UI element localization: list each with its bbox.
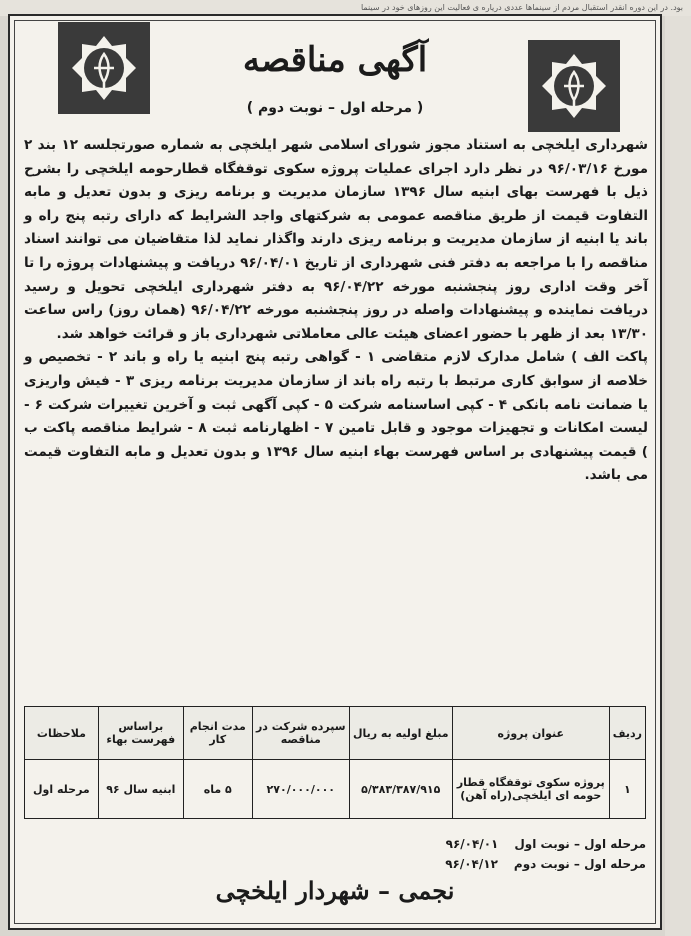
emblem-icon [538,50,610,122]
col-header-initial-amount: مبلغ اولیه به ریال [349,707,452,760]
cell-project-title: پروژه سکوی توقفگاه قطار حومه ای ایلخچی(راه آهن) [452,760,609,819]
adjacent-column [665,16,691,936]
notice-stage: ( مرحله اول – نوبت دوم ) [246,100,424,116]
notice-paragraph-main: شهرداری ایلخچی به استناد مجوز شورای اسلامی شهر ایلخچی به شماره صورتجلسه ۱۲ بند ۲ مورخ ۹۶/۰۳/۱۶ در نظر دارد اجرای عملیات پروژه سکوی توقفگاه قطارحومه ایلخچی را بشرح ذیل با فهرست بهای ابنیه سال ۱۳۹۶ سازمان مدیریت و برنامه ریزی و بدون تعدیل و مابه التفاوت قیمت از طریق مناقصه عمومی به شرکتهای واجد الشرایط که دارای رتبه پنج راه و باند یا ابنیه از سازمان مدیریت و برنامه ریزی دارند واگذار نماید لذا متقاضیان می توانند اسناد مناقصه را با مراجعه به دفتر فنی شهرداری از تاریخ ۹۶/۰۴/۰۱ دریافت و پیشنهادات پروژه را تا آخر وقت اداری روز پنجشنبه مورخه ۹۶/۰۴/۲۲ به دفتر شهرداری ایلخچی تحویل و رسید دریافت نماینده و پیشنهادات واصله در روز پنجشنبه مورخه ۹۶/۰۴/۲۲ (همان روز) راس ساعت ۱۳/۳۰ بعد از ظهر با حضور اعضای هیئت عالی معاملاتی شهرداری باز و قرائت خواهد شد. [24,137,649,342]
date-label: مرحله اول – نوبت دوم [513,857,646,871]
date-value: ۹۶/۰۴/۱۲ [445,857,498,871]
cell-initial-amount: ۵/۳۸۳/۳۸۷/۹۱۵ [349,760,452,819]
col-header-duration: مدت انجام کار [183,707,252,760]
col-header-project-title: عنوان پروژه [452,707,609,760]
notice-body [24,134,648,488]
notice-paragraph-envelopes: پاکت الف ) شامل مدارک لازم متقاضی ۱ - گواهی رتبه پنج ابنیه یا راه و باند ۲ - تخصیص و خلاصه از سوابق کاری مرتبط با رتبه راه باند از سازمان مدیریت برنامه ریزی ۳ - فیش واریزی یا ضمانت نامه بانکی ۴ - کپی اساسنامه شرکت ۵ - کپی آگهی ثبت و آخرین تغییرات شرکت ۶ - لیست امکانات و تجهیزات موجود و قابل تامین ۷ - اظهارنامه ثبت ۸ - شرایط مناقصه پاکت ب ) قیمت پیشنهادی بر اساس فهرست بهاء ابنیه سال ۱۳۹۶ و بدون تعدیل و مابه التفاوت قیمت می باشد. [24,349,649,484]
municipality-logo-right [528,40,620,132]
tender-notice [8,14,662,930]
emblem-icon [68,32,140,104]
col-header-row-number: ردیف [609,707,645,760]
publication-dates [24,834,646,874]
tender-table [24,706,646,819]
col-header-remarks: ملاحظات [25,707,99,760]
cell-duration: ۵ ماه [183,760,252,819]
col-header-deposit: سپرده شرکت در مناقصه [252,707,349,760]
date-row-first [24,834,646,854]
cell-deposit: ۲۷۰/۰۰۰/۰۰۰ [252,760,349,819]
cell-price-list: ابنیه سال ۹۶ [98,760,183,819]
table-header-row [25,707,646,760]
table-row [25,760,646,819]
date-label: مرحله اول – نوبت اول [514,837,646,851]
date-value: ۹۶/۰۴/۰۱ [445,837,499,851]
cell-row-number: ۱ [609,760,645,819]
notice-title: آگهی مناقصه [242,40,428,80]
adjacent-article-text: بود. در این دوره انقدر استقبال مردم از سینماها عددی دریاره ی فعالیت این روزهای خود در سینما [360,3,683,12]
municipality-logo-left [58,22,150,114]
mayor-signature: نجمی – شهردار ایلخچی [215,876,455,905]
cell-remarks: مرحله اول [25,760,99,819]
date-row-second [24,854,646,874]
col-header-price-list: براساس فهرست بهاء [98,707,183,760]
